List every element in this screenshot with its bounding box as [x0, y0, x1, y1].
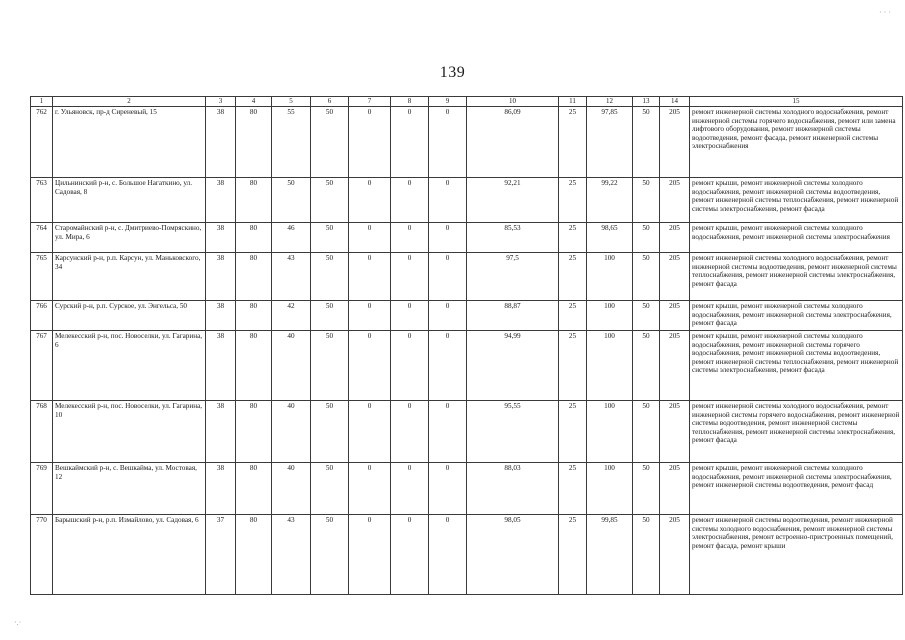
works-cell: ремонт инженерной системы водоотведения, ремонт инженерной системы холодного водоснабжения, ремонт инженерной системы электроснабжения, ремонт встроенно-пристроенных помещений, ремонт фасада, ремонт крыши [690, 515, 903, 595]
value-cell: 46 [272, 223, 311, 253]
value-cell: 98,65 [587, 223, 633, 253]
address-cell: Карсунский р-н, р.п. Карсун, ул. Маньковского, 34 [53, 253, 206, 301]
value-cell: 95,55 [467, 401, 559, 463]
value-cell: 38 [206, 401, 236, 463]
value-cell: 86,09 [467, 107, 559, 178]
value-cell: 25 [559, 301, 587, 331]
value-cell: 0 [391, 301, 429, 331]
column-header: 14 [660, 97, 690, 107]
row-number-cell: 764 [31, 223, 53, 253]
value-cell: 205 [660, 107, 690, 178]
header-row [31, 97, 903, 107]
table-row [31, 301, 903, 331]
row-number-cell: 765 [31, 253, 53, 301]
column-header: 6 [311, 97, 349, 107]
value-cell: 50 [633, 515, 660, 595]
value-cell: 0 [349, 253, 391, 301]
value-cell: 0 [349, 223, 391, 253]
column-header: 4 [236, 97, 272, 107]
column-header: 1 [31, 97, 53, 107]
value-cell: 50 [633, 463, 660, 515]
works-cell: ремонт крыши, ремонт инженерной системы холодного водоснабжения, ремонт инженерной системы электроснабжения, ремонт фасада [690, 301, 903, 331]
table-row [31, 401, 903, 463]
value-cell: 0 [429, 178, 467, 223]
value-cell: 0 [391, 331, 429, 401]
value-cell: 92,21 [467, 178, 559, 223]
value-cell: 42 [272, 301, 311, 331]
table-row [31, 107, 903, 178]
value-cell: 205 [660, 463, 690, 515]
value-cell: 38 [206, 107, 236, 178]
value-cell: 205 [660, 515, 690, 595]
value-cell: 94,99 [467, 331, 559, 401]
value-cell: 88,03 [467, 463, 559, 515]
value-cell: 37 [206, 515, 236, 595]
value-cell: 0 [349, 331, 391, 401]
value-cell: 50 [633, 401, 660, 463]
value-cell: 55 [272, 107, 311, 178]
address-cell: Старомайнский р-н, с. Дмитриево-Помряскино, ул. Мира, 6 [53, 223, 206, 253]
value-cell: 0 [429, 515, 467, 595]
table-row [31, 463, 903, 515]
value-cell: 99,22 [587, 178, 633, 223]
value-cell: 0 [349, 401, 391, 463]
works-cell: ремонт крыши, ремонт инженерной системы холодного водоснабжения, ремонт инженерной системы электроснабжения, ремонт инженерной системы водоотведения, ремонт фасад [690, 463, 903, 515]
column-header: 8 [391, 97, 429, 107]
row-number-cell: 766 [31, 301, 53, 331]
value-cell: 205 [660, 223, 690, 253]
row-number-cell: 762 [31, 107, 53, 178]
value-cell: 50 [311, 331, 349, 401]
value-cell: 50 [311, 253, 349, 301]
address-cell: Цильнинский р-н, с. Большое Нагаткино, ул. Садовая, 8 [53, 178, 206, 223]
value-cell: 0 [429, 223, 467, 253]
row-number-cell: 763 [31, 178, 53, 223]
value-cell: 0 [429, 301, 467, 331]
value-cell: 43 [272, 515, 311, 595]
scan-artifact-mark: · · · [879, 8, 891, 17]
column-header: 7 [349, 97, 391, 107]
value-cell: 38 [206, 223, 236, 253]
value-cell: 97,5 [467, 253, 559, 301]
works-cell: ремонт крыши, ремонт инженерной системы холодного водоснабжения, ремонт инженерной системы водоотведения, ремонт инженерной системы теплоснабжения, ремонт инженерной системы электроснабжения, ремонт фасада [690, 178, 903, 223]
value-cell: 0 [429, 401, 467, 463]
value-cell: 0 [349, 178, 391, 223]
column-header: 11 [559, 97, 587, 107]
value-cell: 50 [311, 223, 349, 253]
value-cell: 0 [349, 301, 391, 331]
value-cell: 50 [311, 463, 349, 515]
value-cell: 98,05 [467, 515, 559, 595]
value-cell: 100 [587, 331, 633, 401]
value-cell: 99,85 [587, 515, 633, 595]
scan-artifact-mark: ·.· [14, 618, 22, 627]
value-cell: 80 [236, 515, 272, 595]
works-cell: ремонт крыши, ремонт инженерной системы холодного водоснабжения, ремонт инженерной системы горячего водоснабжения, ремонт инженерной системы водоотведения, ремонт инженерной системы теплоснабжения, ремонт инженерной системы электроснабжения, ремонт фасада [690, 331, 903, 401]
works-cell: ремонт инженерной системы холодного водоснабжения, ремонт инженерной системы горячего водоснабжения, ремонт инженерной системы водоотведения, ремонт инженерной системы теплоснабжения, ремонт инженерной системы электроснабжения, ремонт фасада [690, 401, 903, 463]
value-cell: 50 [633, 178, 660, 223]
row-number-cell: 768 [31, 401, 53, 463]
value-cell: 80 [236, 253, 272, 301]
data-table [30, 96, 903, 595]
value-cell: 80 [236, 301, 272, 331]
value-cell: 205 [660, 178, 690, 223]
value-cell: 0 [429, 331, 467, 401]
table-row [31, 331, 903, 401]
table-row [31, 178, 903, 223]
column-header: 13 [633, 97, 660, 107]
value-cell: 0 [429, 107, 467, 178]
address-cell: г. Ульяновск, пр-д Сиреневый, 15 [53, 107, 206, 178]
value-cell: 25 [559, 401, 587, 463]
value-cell: 0 [391, 107, 429, 178]
value-cell: 50 [633, 223, 660, 253]
column-header: 5 [272, 97, 311, 107]
value-cell: 0 [391, 401, 429, 463]
value-cell: 40 [272, 401, 311, 463]
column-header: 9 [429, 97, 467, 107]
value-cell: 100 [587, 301, 633, 331]
value-cell: 97,85 [587, 107, 633, 178]
value-cell: 38 [206, 253, 236, 301]
value-cell: 25 [559, 107, 587, 178]
page-number: 139 [439, 64, 466, 81]
value-cell: 80 [236, 331, 272, 401]
value-cell: 50 [311, 515, 349, 595]
address-cell: Вешкаймский р-н, с. Вешкайма, ул. Мостовая, 12 [53, 463, 206, 515]
value-cell: 205 [660, 301, 690, 331]
value-cell: 80 [236, 401, 272, 463]
value-cell: 25 [559, 463, 587, 515]
value-cell: 0 [349, 463, 391, 515]
value-cell: 25 [559, 223, 587, 253]
value-cell: 50 [311, 178, 349, 223]
value-cell: 0 [391, 223, 429, 253]
value-cell: 43 [272, 253, 311, 301]
address-cell: Мелекесский р-н, пос. Новоселки, ул. Гагарина, 6 [53, 331, 206, 401]
value-cell: 0 [429, 253, 467, 301]
value-cell: 100 [587, 463, 633, 515]
column-header: 10 [467, 97, 559, 107]
value-cell: 0 [391, 178, 429, 223]
value-cell: 38 [206, 463, 236, 515]
value-cell: 25 [559, 515, 587, 595]
value-cell: 0 [391, 253, 429, 301]
value-cell: 85,53 [467, 223, 559, 253]
value-cell: 50 [633, 301, 660, 331]
value-cell: 80 [236, 223, 272, 253]
value-cell: 38 [206, 178, 236, 223]
value-cell: 0 [391, 463, 429, 515]
table-row [31, 253, 903, 301]
column-header: 3 [206, 97, 236, 107]
works-cell: ремонт инженерной системы холодного водоснабжения, ремонт инженерной системы горячего водоснабжения, ремонт или замена лифтового оборудования, ремонт инженерной системы водоотведения, ремонт фасада, ремонт инженерной системы электроснабжения [690, 107, 903, 178]
works-cell: ремонт инженерной системы холодного водоснабжения, ремонт инженерной системы водоотведения, ремонт инженерной системы теплоснабжения, ремонт инженерной системы электроснабжения, ремонт фасада [690, 253, 903, 301]
value-cell: 38 [206, 331, 236, 401]
value-cell: 50 [633, 253, 660, 301]
value-cell: 80 [236, 107, 272, 178]
value-cell: 100 [587, 253, 633, 301]
value-cell: 40 [272, 463, 311, 515]
value-cell: 38 [206, 301, 236, 331]
value-cell: 40 [272, 331, 311, 401]
value-cell: 205 [660, 253, 690, 301]
value-cell: 50 [272, 178, 311, 223]
address-cell: Мелекесский р-н, пос. Новоселки, ул. Гагарина, 10 [53, 401, 206, 463]
value-cell: 205 [660, 331, 690, 401]
value-cell: 0 [349, 515, 391, 595]
column-header: 12 [587, 97, 633, 107]
address-cell: Сурский р-н, р.п. Сурское, ул. Энгельса, 50 [53, 301, 206, 331]
column-header: 15 [690, 97, 903, 107]
value-cell: 205 [660, 401, 690, 463]
value-cell: 25 [559, 178, 587, 223]
value-cell: 50 [311, 301, 349, 331]
value-cell: 0 [429, 463, 467, 515]
value-cell: 80 [236, 463, 272, 515]
value-cell: 0 [349, 107, 391, 178]
table-row [31, 223, 903, 253]
value-cell: 50 [633, 331, 660, 401]
value-cell: 50 [311, 401, 349, 463]
value-cell: 0 [391, 515, 429, 595]
works-cell: ремонт крыши, ремонт инженерной системы холодного водоснабжения, ремонт инженерной системы электроснабжения [690, 223, 903, 253]
value-cell: 25 [559, 253, 587, 301]
row-number-cell: 767 [31, 331, 53, 401]
address-cell: Барышский р-н, р.п. Измайлово, ул. Садовая, 6 [53, 515, 206, 595]
row-number-cell: 770 [31, 515, 53, 595]
value-cell: 80 [236, 178, 272, 223]
value-cell: 25 [559, 331, 587, 401]
value-cell: 50 [633, 107, 660, 178]
value-cell: 88,87 [467, 301, 559, 331]
row-number-cell: 769 [31, 463, 53, 515]
column-header: 2 [53, 97, 206, 107]
value-cell: 50 [311, 107, 349, 178]
table-row [31, 515, 903, 595]
value-cell: 100 [587, 401, 633, 463]
